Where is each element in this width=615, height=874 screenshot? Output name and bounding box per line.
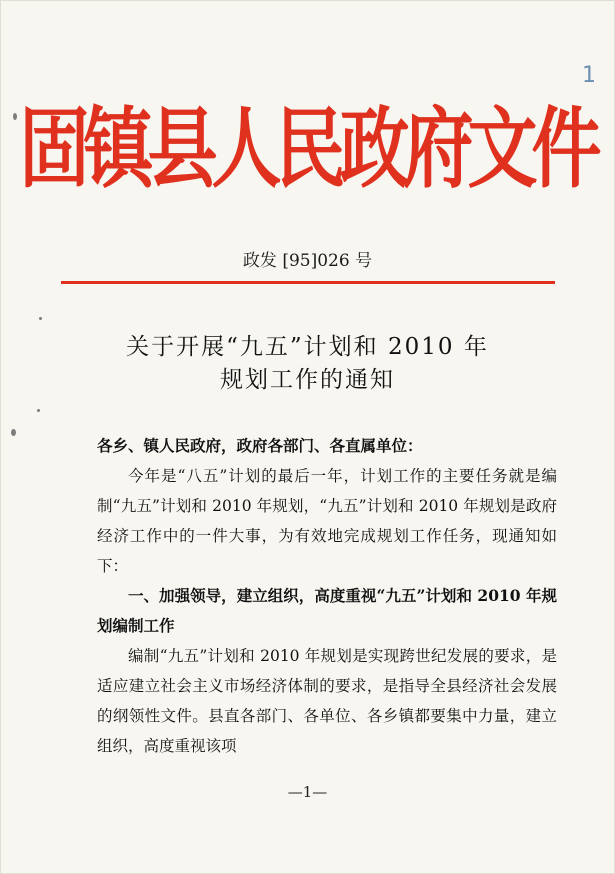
footer-page-number: —1— <box>287 783 328 801</box>
scan-speck <box>39 317 42 320</box>
paragraph-body: 编制“九五”计划和 2010 年规划是实现跨世纪发展的要求，是适应建立社会主义市场经济体制的要求，是指导全县经济社会发展的纲领性文件。县直各部门、各单位、各乡镇都要集中力量，建立组织，高度重视该项 <box>97 647 557 755</box>
notice-title-line-1: 关于开展“九五”计划和 2010 年 <box>126 334 489 360</box>
document-number: 政发 [95]026 号 <box>242 251 373 271</box>
scan-speck <box>37 409 40 412</box>
section-heading: 一、加强领导，建立组织，高度重视“九五”计划和 2010 年规划编制工作 <box>97 586 557 635</box>
paragraph-intro: 今年是“八五”计划的最后一年，计划工作的主要任务就是编制“九五”计划和 2010 年规划，“九五”计划和 2010 年规划是政府经济工作中的一件大事，为有效地完成规划工作任务，现通知如下： <box>97 467 557 575</box>
notice-title-line-2: 规划工作的通知 <box>220 367 395 393</box>
notice-title <box>1 331 614 397</box>
scan-speck <box>11 429 16 436</box>
page-corner-number: 1 <box>582 63 596 88</box>
scan-speck <box>13 113 17 120</box>
body-text <box>97 431 557 761</box>
addressee-line: 各乡、镇人民政府，政府各部门、各直属单位： <box>97 436 423 455</box>
masthead-title: 固镇县人民政府文件 <box>19 96 596 201</box>
red-divider-rule <box>61 281 555 284</box>
